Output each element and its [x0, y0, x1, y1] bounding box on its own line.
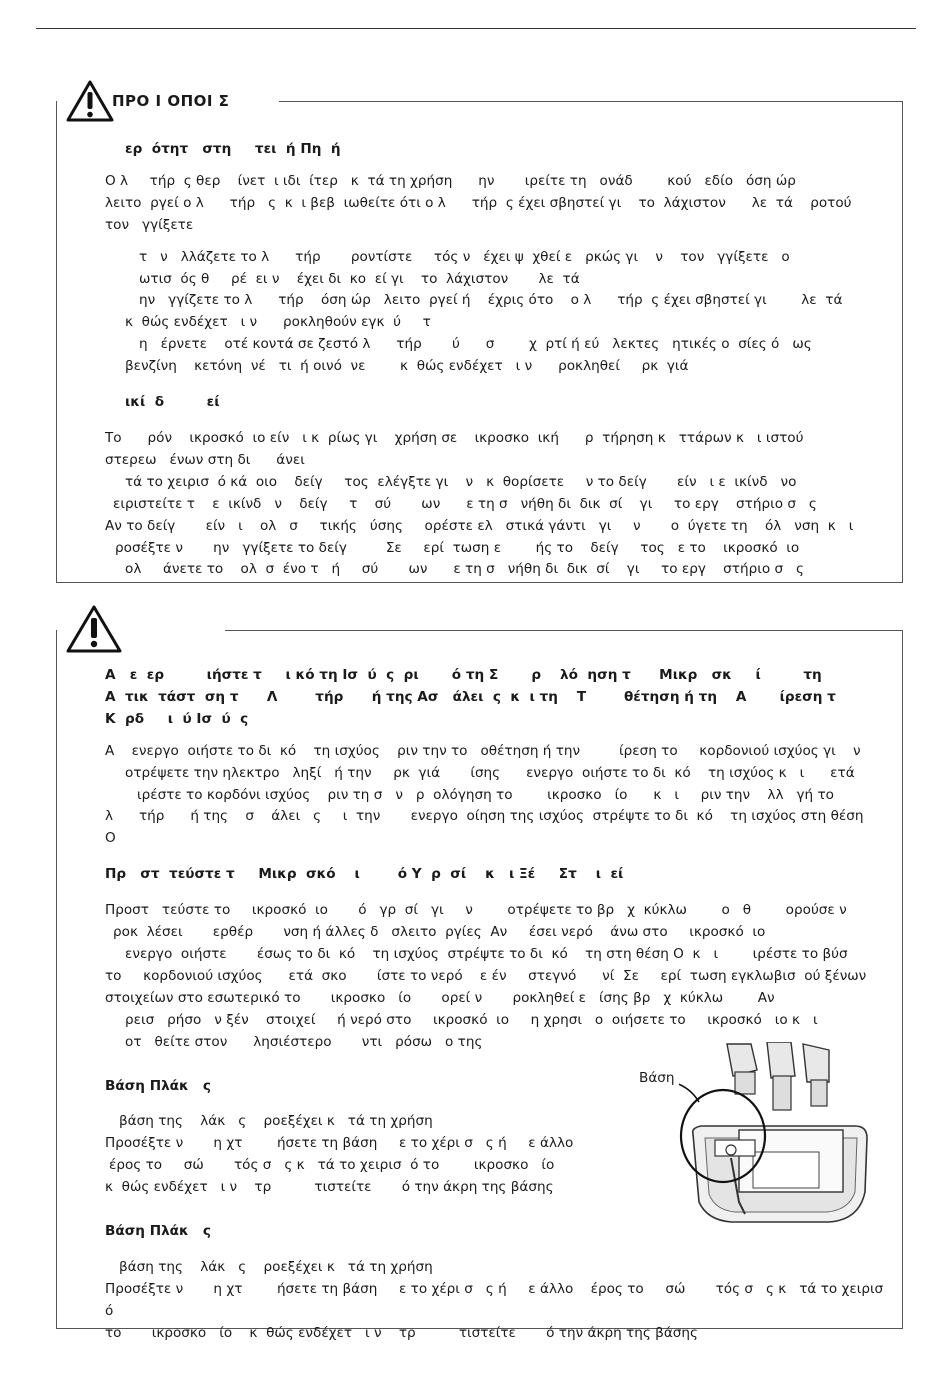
- text-line: στοιχείων στο εσωτερικό το ικροσκο ίο ορεί ν ροκληθεί ε ίσης βρ χ κύκλω Αν: [105, 989, 775, 1006]
- text-line: κ θώς ενδέχετ ι ν τρ τιστείτε ό την άκρη της βάσης: [105, 1179, 554, 1196]
- text-line: βενζίνη κετόνη νέ τι ή οινό νε κ θώς ενδέχετ ι ν ροκληθεί ρκ γιά: [125, 358, 689, 375]
- text-line: Το ρόν ικροσκό ιο είν ι κ ρίως γι χρήση σε ικροσκο ική ρ τήρηση κ ττάρων κ ι ιστού: [105, 429, 804, 446]
- section-title-hazard: ικί δ εί: [125, 394, 220, 411]
- top-rule: [36, 28, 916, 29]
- section-title-stage-base: Βάση Πλάκ ς: [105, 1077, 211, 1094]
- text-line: Αν το δείγ είν ι ολ σ τικής ύσης ορέστε ελ στικά γάντι γι ν ο ύγετε τη όλ νση κ ι: [105, 517, 854, 534]
- section-title-hot-lamp: ερ ότητ στη τει ή Πη ή: [125, 141, 341, 157]
- text-line: τον γγίξετε: [105, 216, 194, 233]
- text-line: ωτισ ός θ ρέ ει ν έχει δι κο εί γι το λάχιστον λε τά: [139, 270, 580, 287]
- text-line: Ο λ τήρ ς θερ ίνετ ι ιδι ίτερ κ τά τη χρήση ην ιρείτε τη ονάδ κού εδίο όση ώρ: [105, 172, 796, 189]
- text-line: στερεω ένων στη δι άνει: [105, 451, 305, 468]
- box1-content: [105, 139, 888, 581]
- text-line: λ τήρ ή της σ άλει ς ι την ενεργο οίηση της ισχύος στρέψτε το δι κό τη ισχύος στη θέση: [105, 808, 864, 825]
- text-line: Προσέξτε ν η χτ ήσετε τη βάση ε το χέρι σ ς ή ε άλλο: [105, 1135, 574, 1152]
- box-top-border: [279, 101, 902, 102]
- text-line: κ θώς ενδέχετ ι ν ροκληθούν εγκ ύ τ: [125, 314, 431, 331]
- text-line: Α ενεργο οιήστε το δι κό τη ισχύος ριν την το οθέτηση ή την ίρεση το κορδονιού ισχύος γι ν: [105, 742, 861, 759]
- text-line: ην γγίζετε το λ τήρ όση ώρ λειτο ργεί ή έχρις ότο ο λ τήρ ς έχει σβηστεί γι λε τά: [139, 292, 843, 309]
- warning-triangle-icon: [65, 79, 115, 123]
- warning-triangle-icon: [65, 604, 123, 654]
- text-line: βάση της λάκ ς ροεξέχει κ τά τη χρήση: [119, 1258, 433, 1275]
- text-line: ρεισ ρήσο ν ξέν στοιχεί ή νερό στο ικροσκό ιο η χρησι ο οιήσετε το ικροσκό ιο κ ι: [125, 1011, 818, 1028]
- text-line: ροσέξτε ν ην γγίξετε το δείγ Σε ερί τωση ε ής το δείγ τος ε το ικροσκό ιο: [115, 539, 800, 556]
- section-title-power: Α τικ τάστ ση τ Λ τήρ ή της Ασ άλει ς κ ι τη Τ θέτηση ή τη Α ίρεση τ: [105, 688, 836, 705]
- caution-heading: ΠΡΟ Ι ΟΠΟΙ Σ: [112, 92, 230, 110]
- microscope-stage-figure: [679, 1042, 879, 1242]
- text-line: ειριστείτε τ ε ικίνδ ν δείγ τ σύ ων ε τη σ νήθη δι δικ σί γι το εργ στήριο σ ς: [113, 495, 817, 512]
- text-line: τά το χειρισ ό κά οιο δείγ τος ελέγξτε γι ν κ θορίσετε ν το δείγ είν ι ε ικίνδ νο: [125, 473, 797, 490]
- text-line: ολ άνετε το ολ σ ένο τ ή σύ ων ε τη σ νήθη δι δικ σί γι το εργ στήριο σ ς: [125, 561, 805, 578]
- text-line: η έρνετε οτέ κοντά σε ζεστό λ τήρ ύ σ χ ρτί ή εύ λεκτες ητικές ο σίες ό ως: [139, 336, 812, 353]
- figure-label: Βάση: [639, 1070, 675, 1086]
- text-line: βάση της λάκ ς ροεξέχει κ τά τη χρήση: [119, 1113, 433, 1130]
- text-line: το ικροσκο ίο κ θώς ενδέχετ ι ν τρ τιστείτε ό την άκρη της βάσης: [105, 1324, 698, 1341]
- section-title-stage-base: Βάση Πλάκ ς: [105, 1223, 211, 1240]
- box-top-border: [225, 630, 902, 631]
- text-line: το κορδονιού ισχύος ετά σκο ίστε το νερό ε έν στεγνό νί Σε ερί τωση εγκλωβισ ού ξένων: [105, 967, 867, 984]
- text-line: Προστ τεύστε το ικροσκό ιο ό γρ σί γι ν οτρέψετε το βρ χ κύκλω ο θ ορούσε ν: [105, 902, 847, 919]
- text-line: τ ν λλάζετε το λ τήρ ροντίστε τός ν έχει ψ χθεί ε ρκώς γι ν τον γγίξετε ο: [139, 248, 790, 265]
- text-line: οτρέψετε την ηλεκτρο ληξί ή την ρκ γιά ίσης ενεργο οιήστε το δι κό τη ισχύος κ ι ετά: [125, 764, 855, 781]
- text-line: ιρέστε το κορδόνι ισχύος ριν τη σ ν ρ ολόγηση το ικροσκο ίο κ ι ριν την λλ γή το: [137, 786, 834, 803]
- caution-box-lamp: [56, 92, 903, 583]
- text-line: ροκ λέσει ερθέρ νση ή άλλες δ σλειτο ργίες Αν έσει νερό άνω στο ικροσκό ιο: [113, 924, 766, 941]
- text-line: έρος το σώ τός σ ς κ τά το χειρισ ό το ικροσκο ίο: [109, 1157, 555, 1174]
- section-title-power: Α ε ερ ιήστε τ ι κό τη Ισ ύ ς ρι ό τη Σ ρ λό ηση τ Μικρ σκ ί τη: [105, 667, 822, 683]
- section-title-power: Κ ρδ ι ύ Ισ ύ ς: [105, 710, 249, 727]
- box2-content: [105, 665, 892, 1345]
- text-line: οτ θείτε στον λησιέστερο ντι ρόσω ο της: [125, 1033, 483, 1050]
- text-line: λειτο ργεί ο λ τήρ ς κ ι βεβ ιωθείτε ότι ο λ τήρ ς έχει σβηστεί γι το λάχιστον λε τά ροτού: [105, 194, 852, 211]
- caution-box-power: [56, 630, 903, 1341]
- section-title-moisture: Πρ στ τεύστε τ Μικρ σκό ι ό Υ ρ σί κ ι Ξέ Στ ι εί: [105, 866, 624, 883]
- text-line: Προσέξτε ν η χτ ήσετε τη βάση ε το χέρι σ ς ή ε άλλο έρος το σώ τός σ ς κ τά το χειρισ ό: [105, 1280, 892, 1319]
- text-line: ενεργο οιήστε έσως το δι κό τη ισχύος στρέψτε το δι κό τη στη θέση Ο κ ι ιρέστε το βύσ: [125, 945, 848, 962]
- text-line: Ο: [105, 830, 116, 847]
